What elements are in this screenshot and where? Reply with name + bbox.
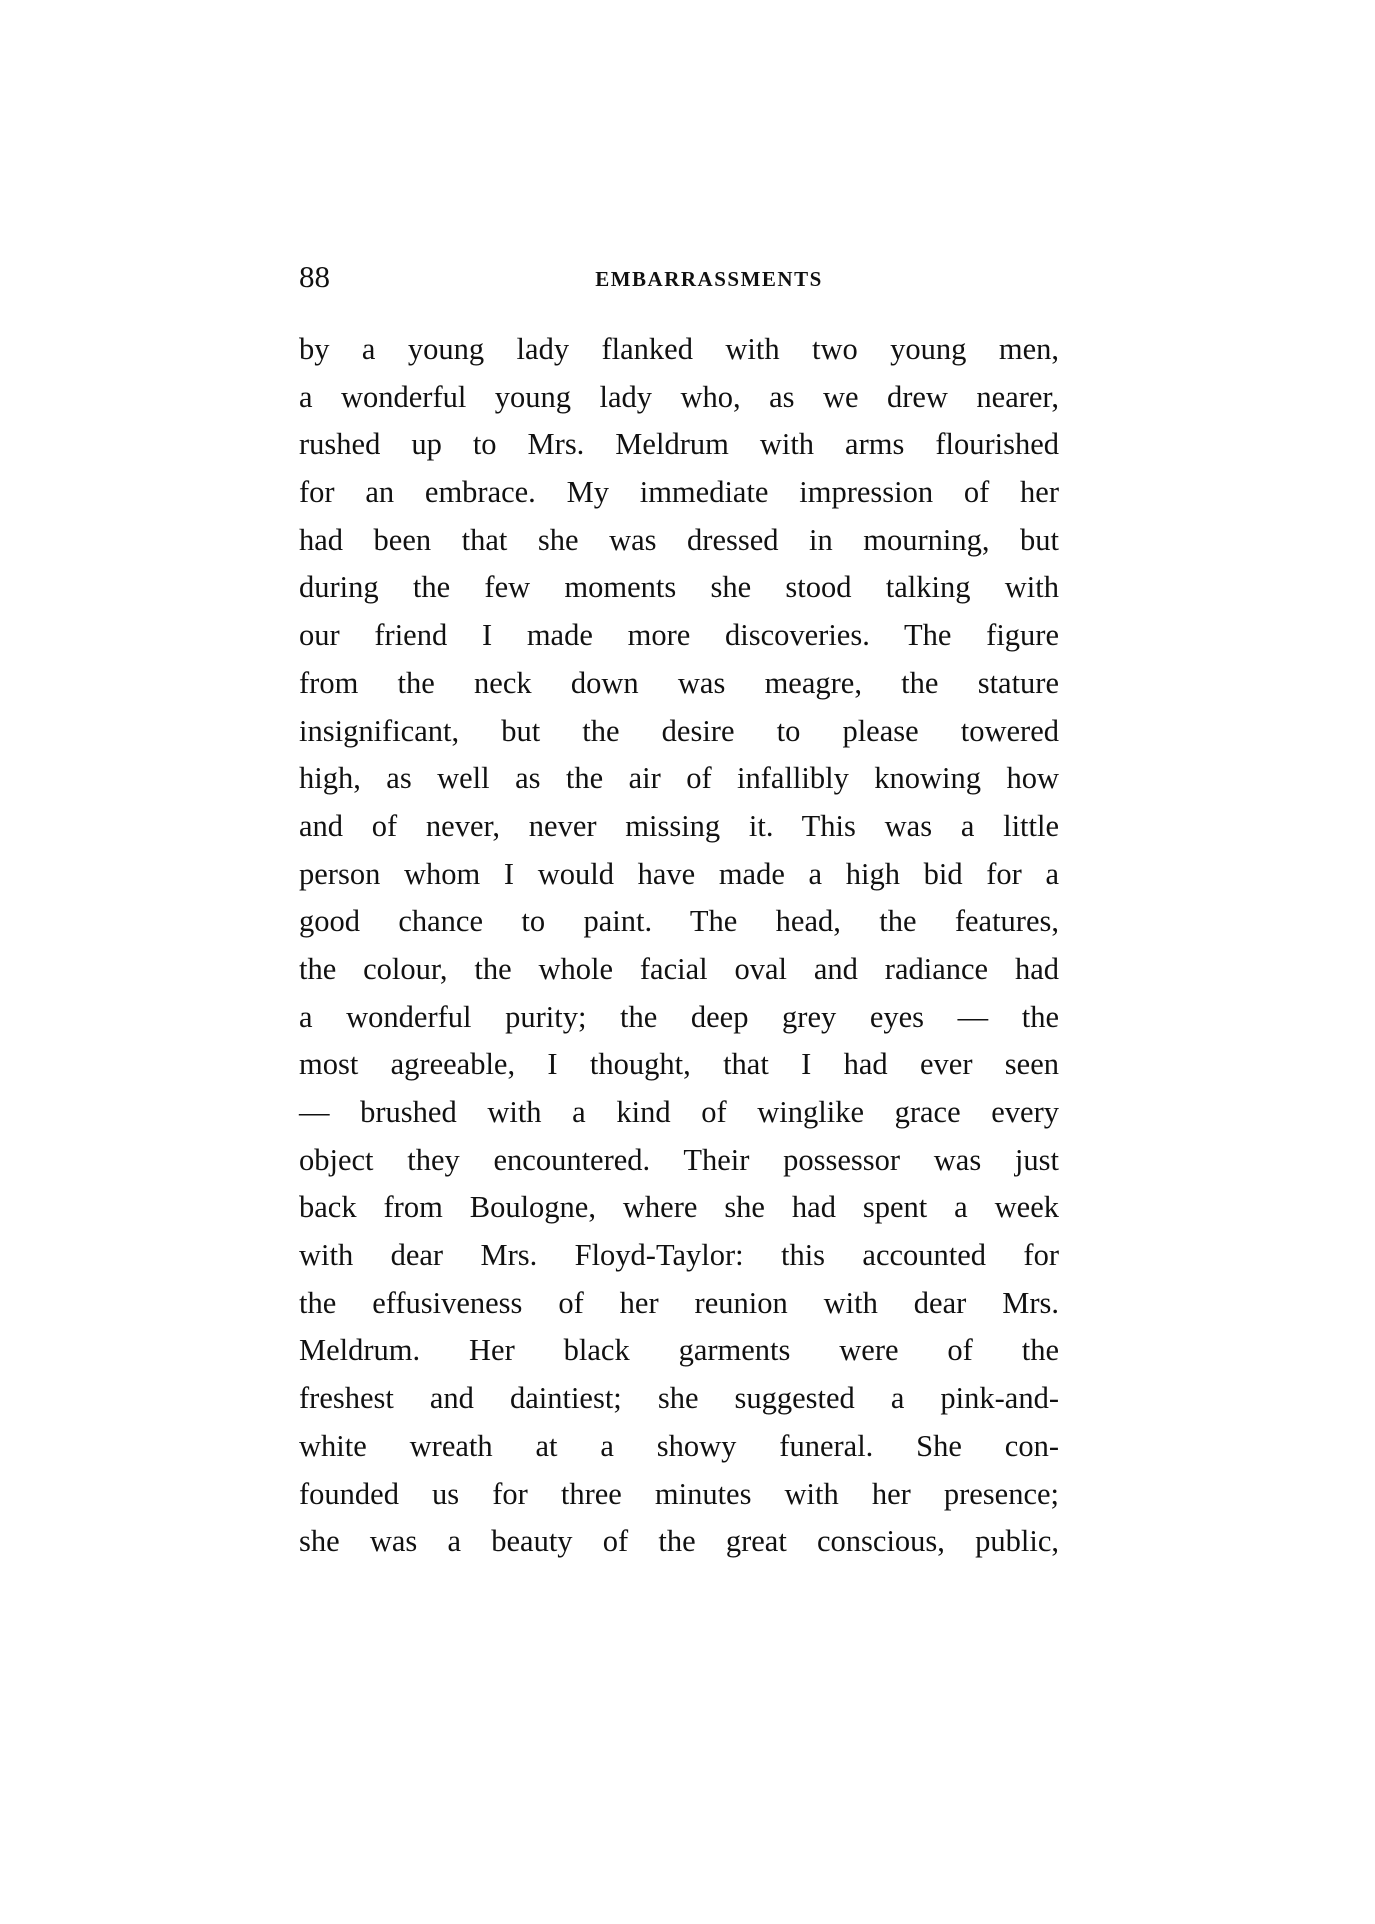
text-line: the colour, the whole facial oval and radiance had	[299, 951, 1059, 986]
page-number: 88	[299, 259, 330, 294]
text-line: for an embrace. My immediate impression of her	[299, 475, 1059, 510]
text-line: Meldrum. Her black garments were of the	[299, 1333, 1059, 1368]
text-line: person whom I would have made a high bid for a	[299, 856, 1059, 891]
text-line: our friend I made more discoveries. The figure	[299, 618, 1059, 653]
text-line: and of never, never missing it. This was a little	[299, 808, 1059, 843]
body-text	[299, 326, 1059, 1566]
text-line: by a young lady flanked with two young men,	[299, 332, 1059, 366]
text-line: founded us for three minutes with her presence;	[299, 1476, 1059, 1511]
text-line: insignificant, but the desire to please towered	[299, 713, 1059, 748]
text-line: she was a beauty of the great conscious, public,	[299, 1524, 1059, 1559]
text-line: during the few moments she stood talking with	[299, 570, 1059, 605]
text-line: white wreath at a showy funeral. She con-	[299, 1428, 1059, 1463]
text-line: — brushed with a kind of winglike grace every	[299, 1095, 1059, 1129]
text-line: object they encountered. Their possessor was just	[299, 1142, 1059, 1177]
text-line: with dear Mrs. Floyd-Taylor: this accounted for	[299, 1238, 1059, 1273]
page-header	[299, 257, 1059, 297]
text-line: a wonderful young lady who, as we drew nearer,	[299, 379, 1059, 414]
text-line: the effusiveness of her reunion with dear Mrs.	[299, 1285, 1059, 1320]
text-line: had been that she was dressed in mourning, but	[299, 522, 1059, 557]
text-line: high, as well as the air of infallibly knowing how	[299, 761, 1059, 796]
text-line: a wonderful purity; the deep grey eyes — the	[299, 999, 1059, 1034]
text-line: most agreeable, I thought, that I had ever seen	[299, 1047, 1059, 1082]
running-title: EMBARRASSMENTS	[595, 267, 823, 291]
text-line: back from Boulogne, where she had spent a week	[299, 1190, 1059, 1225]
text-line: rushed up to Mrs. Meldrum with arms flourished	[299, 427, 1059, 462]
text-line: freshest and daintiest; she suggested a pink-and-	[299, 1381, 1059, 1416]
text-line: from the neck down was meagre, the stature	[299, 665, 1059, 700]
text-line: good chance to paint. The head, the features,	[299, 904, 1059, 939]
